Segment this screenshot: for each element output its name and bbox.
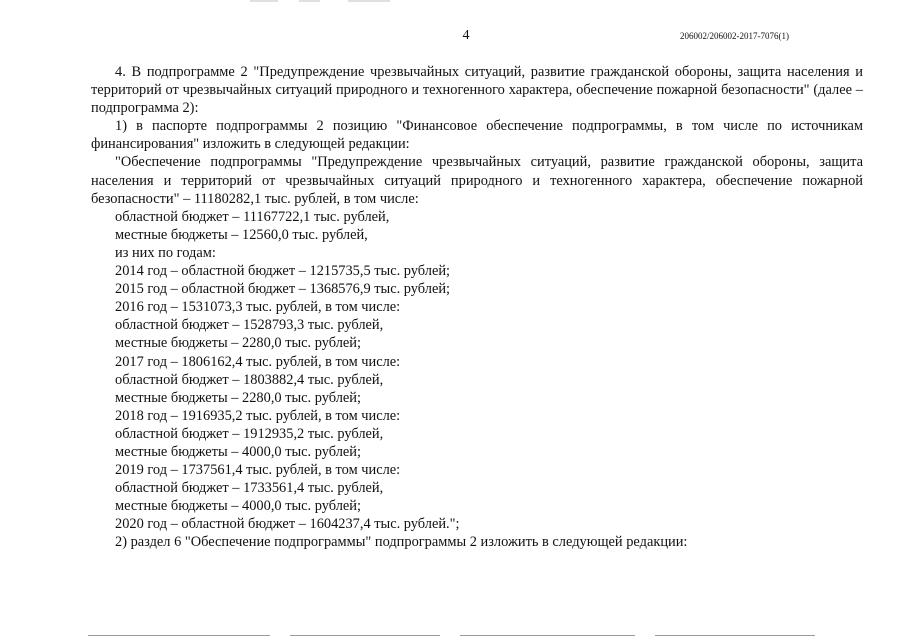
- financing-line: местные бюджеты – 2280,0 тыс. рублей;: [115, 335, 361, 352]
- financing-line: местные бюджеты – 2280,0 тыс. рублей;: [115, 389, 361, 406]
- section-6-amendment: 2) раздел 6 "Обеспечение подпрограммы" подпрограммы 2 изложить в следующей редакции:: [115, 534, 688, 551]
- financing-line: 2016 год – 1531073,3 тыс. рублей, в том числе:: [115, 299, 401, 316]
- financing-line: 2020 год – областной бюджет – 1604237,4 тыс. рублей.";: [115, 516, 460, 533]
- scan-artifact-top: [250, 0, 390, 2]
- paragraph-passport-amendment: 1) в паспорте подпрограммы 2 позицию "Финансовое обеспечение подпрограммы, в том числе по источникам финансирования" изложить в следующей редакции:: [91, 118, 863, 153]
- financing-line: из них по годам:: [115, 244, 216, 261]
- financing-line: областной бюджет – 1803882,4 тыс. рублей,: [115, 371, 384, 388]
- bottom-rule: [655, 635, 815, 636]
- financing-line: 2018 год – 1916935,2 тыс. рублей, в том числе:: [115, 407, 401, 424]
- page-number: 4: [462, 28, 470, 43]
- financing-line: 2017 год – 1806162,4 тыс. рублей, в том числе:: [115, 353, 401, 370]
- financing-line: 2014 год – областной бюджет – 1215735,5 тыс. рублей;: [115, 263, 451, 280]
- paragraph-financing-total: "Обеспечение подпрограммы "Предупреждение чрезвычайных ситуаций, развитие гражданской обороны, защита населения и территорий от чрезвычайных ситуаций природного и техногенного характера, обеспечение пожарной безопасности" – 11180282,1 тыс. рублей, в том числе:: [91, 154, 863, 207]
- document-code: 206002/206002-2017-7076(1): [680, 31, 789, 41]
- bottom-rule: [460, 635, 635, 636]
- bottom-rule: [290, 635, 440, 636]
- financing-line: 2015 год – областной бюджет – 1368576,9 тыс. рублей;: [115, 281, 451, 298]
- paragraph-subprogram-2-intro: 4. В подпрограмме 2 "Предупреждение чрезвычайных ситуаций, развитие гражданской обороны, защита населения и территорий от чрезвычайных ситуаций природного и техногенного характера, обеспечение пожарной безопасности" (далее – подпрограмма 2):: [91, 64, 863, 117]
- financing-line: 2019 год – 1737561,4 тыс. рублей, в том числе:: [115, 462, 401, 479]
- financing-line: областной бюджет – 1528793,3 тыс. рублей,: [115, 317, 384, 334]
- bottom-rule: [88, 635, 270, 636]
- financing-line: местные бюджеты – 4000,0 тыс. рублей;: [115, 498, 361, 515]
- financing-line: областной бюджет – 11167722,1 тыс. рублей,: [115, 208, 390, 225]
- financing-line: местные бюджеты – 4000,0 тыс. рублей;: [115, 443, 361, 460]
- document-body: [91, 63, 863, 552]
- financing-line: областной бюджет – 1733561,4 тыс. рублей,: [115, 480, 384, 497]
- financing-line: местные бюджеты – 12560,0 тыс. рублей,: [115, 226, 368, 243]
- financing-line: областной бюджет – 1912935,2 тыс. рублей,: [115, 425, 384, 442]
